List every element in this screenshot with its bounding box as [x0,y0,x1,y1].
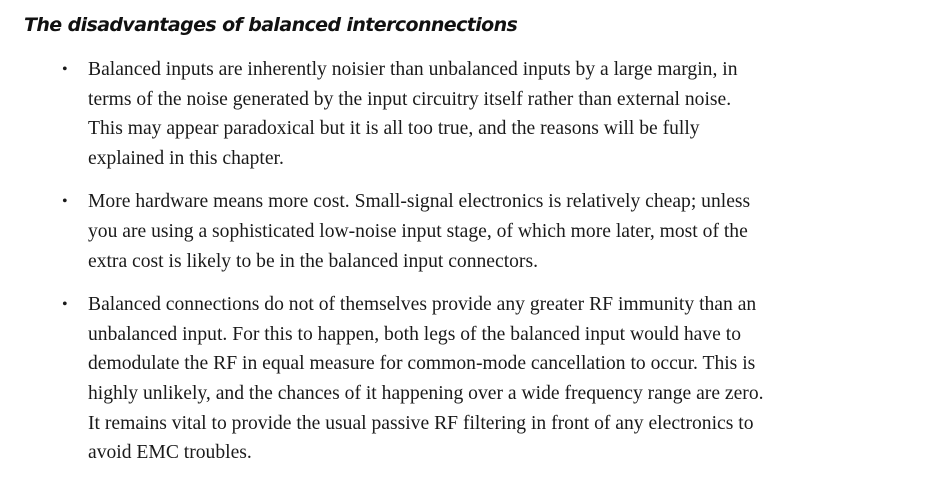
bullet-text-line: avoid EMC troubles. [88,442,252,464]
bullet-icon: • [62,193,68,211]
bullet-text-line: extra cost is likely to be in the balanced input connectors. [88,250,538,272]
bullet-text-line: More hardware means more cost. Small-signal electronics is relatively cheap; unless [88,191,751,213]
bullet-item [56,55,896,173]
bullet-text-line: you are using a sophisticated low-noise input stage, of which more later, most of the [88,220,748,242]
bullet-text-line: unbalanced input. For this to happen, both legs of the balanced input would have to [88,323,741,345]
bullet-text-line: explained in this chapter. [88,147,284,169]
bullet-item [56,290,896,468]
bullet-text-line: It remains vital to provide the usual passive RF filtering in front of any electronics to [88,412,754,434]
bullet-text-line: This may appear paradoxical but it is all too true, and the reasons will be fully [88,118,700,140]
bullet-text-line: highly unlikely, and the chances of it happening over a wide frequency range are zero. [88,382,764,404]
section-heading: The disadvantages of balanced interconnections [24,14,518,36]
bullet-icon: • [62,296,68,314]
bullet-text-line: Balanced connections do not of themselves provide any greater RF immunity than an [88,294,757,316]
bullet-icon: • [62,61,68,78]
bullet-text-line: demodulate the RF in equal measure for common-mode cancellation to occur. This is [88,353,756,375]
bullet-list [56,55,896,482]
bullet-text-line: terms of the noise generated by the input circuitry itself rather than external noise. [88,88,732,110]
bullet-text-line: Balanced inputs are inherently noisier than unbalanced inputs by a large margin, in [88,59,738,80]
bullet-item [56,187,896,276]
